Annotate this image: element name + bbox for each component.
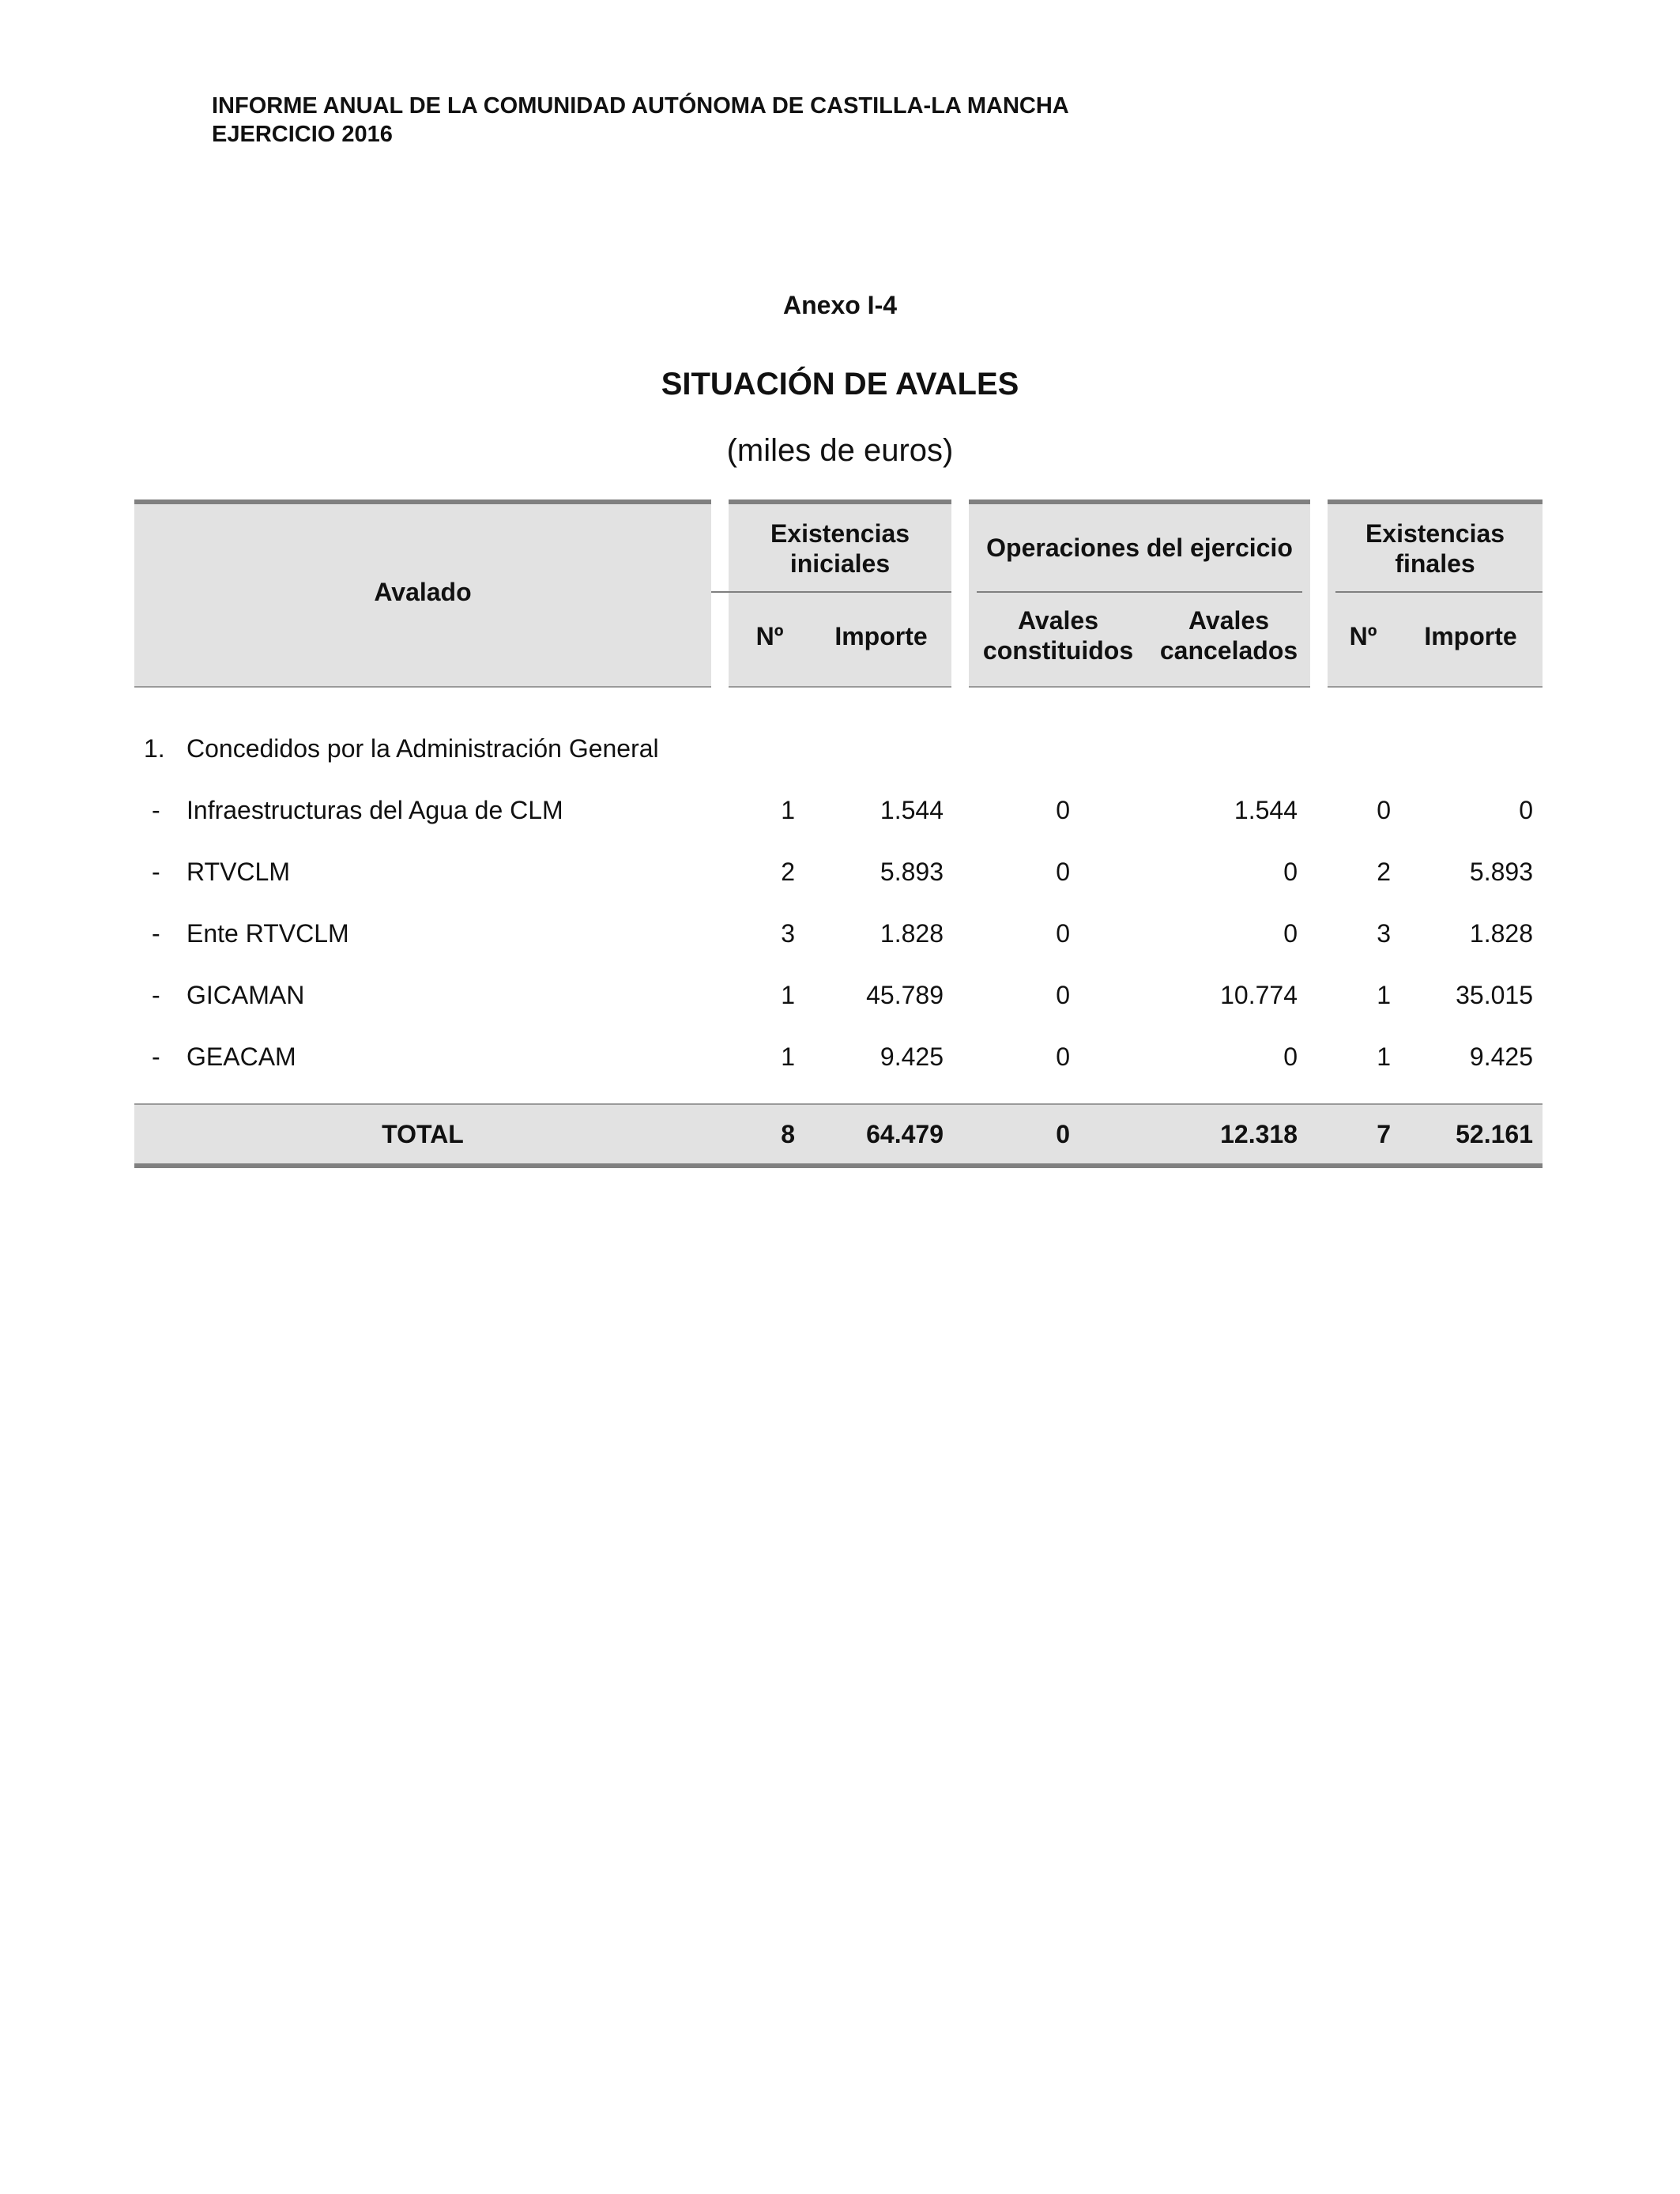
col-avalado: Avalado	[374, 578, 472, 606]
row-marker: -	[152, 796, 160, 824]
row-name: Ente RTVCLM	[186, 919, 349, 948]
cell-ini-no: 3	[781, 919, 795, 948]
header-divider	[977, 591, 1302, 593]
col-existencias-finales	[1328, 518, 1543, 579]
col-existencias-iniciales-label: Existencias iniciales	[770, 519, 910, 578]
total-ini-importe: 64.479	[866, 1120, 944, 1148]
cell-fin-importe: 35.015	[1456, 981, 1533, 1009]
total-cancelados: 12.318	[1220, 1120, 1298, 1148]
header-divider	[711, 591, 951, 593]
page-title: SITUACIÓN DE AVALES	[661, 367, 1019, 401]
col-avales-constituidos: Avales constituidos	[982, 606, 1134, 665]
total-row	[134, 1103, 1543, 1168]
cell-ini-no: 2	[781, 858, 795, 886]
col-existencias-iniciales	[729, 518, 951, 579]
row-name: GEACAM	[186, 1042, 296, 1071]
cell-fin-no: 1	[1377, 1042, 1391, 1071]
row-name: GICAMAN	[186, 981, 305, 1009]
cell-ini-importe: 9.425	[880, 1042, 944, 1071]
table-row	[134, 903, 1543, 964]
document-header	[212, 92, 1069, 149]
row-name: RTVCLM	[186, 858, 290, 886]
row-name: Infraestructuras del Agua de CLM	[186, 796, 563, 824]
cell-fin-importe: 0	[1519, 796, 1533, 824]
table-row	[134, 841, 1543, 903]
table-row	[134, 1026, 1543, 1088]
cell-ini-no: 1	[781, 981, 795, 1009]
cell-fin-no: 2	[1377, 858, 1391, 886]
cell-cancelados: 0	[1283, 1042, 1298, 1071]
cell-ini-importe: 5.893	[880, 858, 944, 886]
cell-ini-no: 1	[781, 796, 795, 824]
cell-cancelados: 10.774	[1220, 981, 1298, 1009]
total-ini-no: 8	[781, 1120, 795, 1148]
cell-cancelados: 1.544	[1234, 796, 1298, 824]
cell-fin-importe: 9.425	[1469, 1042, 1533, 1071]
col-avales-cancelados: Avales cancelados	[1159, 606, 1298, 665]
col-fin-importe: Importe	[1424, 622, 1517, 650]
col-ini-no: Nº	[755, 622, 784, 650]
row-marker: -	[152, 981, 160, 1009]
cell-fin-no: 1	[1377, 981, 1391, 1009]
header-line-1: INFORME ANUAL DE LA COMUNIDAD AUTÓNOMA DE CASTILLA-LA MANCHA	[212, 93, 1069, 119]
cell-fin-no: 0	[1377, 796, 1391, 824]
row-marker: -	[152, 858, 160, 886]
cell-cancelados: 0	[1283, 858, 1298, 886]
section-row	[134, 718, 1543, 779]
cell-ini-importe: 1.544	[880, 796, 944, 824]
table-header	[134, 499, 1543, 688]
cell-constituidos: 0	[1056, 796, 1070, 824]
total-fin-no: 7	[1377, 1120, 1391, 1148]
col-fin-no: Nº	[1349, 622, 1377, 650]
row-marker: -	[152, 919, 160, 948]
cell-ini-importe: 1.828	[880, 919, 944, 948]
total-fin-importe: 52.161	[1456, 1120, 1533, 1148]
col-existencias-finales-label: Existencias finales	[1365, 519, 1505, 578]
cell-cancelados: 0	[1283, 919, 1298, 948]
header-line-2: EJERCICIO 2016	[212, 122, 393, 147]
cell-constituidos: 0	[1056, 981, 1070, 1009]
cell-ini-importe: 45.789	[866, 981, 944, 1009]
section-label: Concedidos por la Administración General	[186, 734, 659, 763]
table-row	[134, 779, 1543, 841]
header-divider	[1335, 591, 1543, 593]
cell-fin-no: 3	[1377, 919, 1391, 948]
annex-label: Anexo I-4	[782, 291, 898, 319]
row-marker: -	[152, 1042, 160, 1071]
total-label: TOTAL	[382, 1120, 464, 1148]
cell-constituidos: 0	[1056, 919, 1070, 948]
total-constituidos: 0	[1056, 1120, 1070, 1148]
col-ini-importe: Importe	[834, 622, 928, 650]
cell-fin-importe: 5.893	[1469, 858, 1533, 886]
cell-fin-importe: 1.828	[1469, 919, 1533, 948]
page-subtitle: (miles de euros)	[726, 433, 954, 468]
cell-constituidos: 0	[1056, 1042, 1070, 1071]
cell-ini-no: 1	[781, 1042, 795, 1071]
header-gap	[951, 499, 969, 688]
col-operaciones: Operaciones del ejercicio	[986, 533, 1293, 562]
header-gap	[1310, 499, 1328, 688]
section-marker: 1.	[144, 734, 165, 763]
cell-constituidos: 0	[1056, 858, 1070, 886]
header-gap	[711, 499, 729, 688]
avales-table	[134, 499, 1543, 1168]
table-row	[134, 964, 1543, 1026]
